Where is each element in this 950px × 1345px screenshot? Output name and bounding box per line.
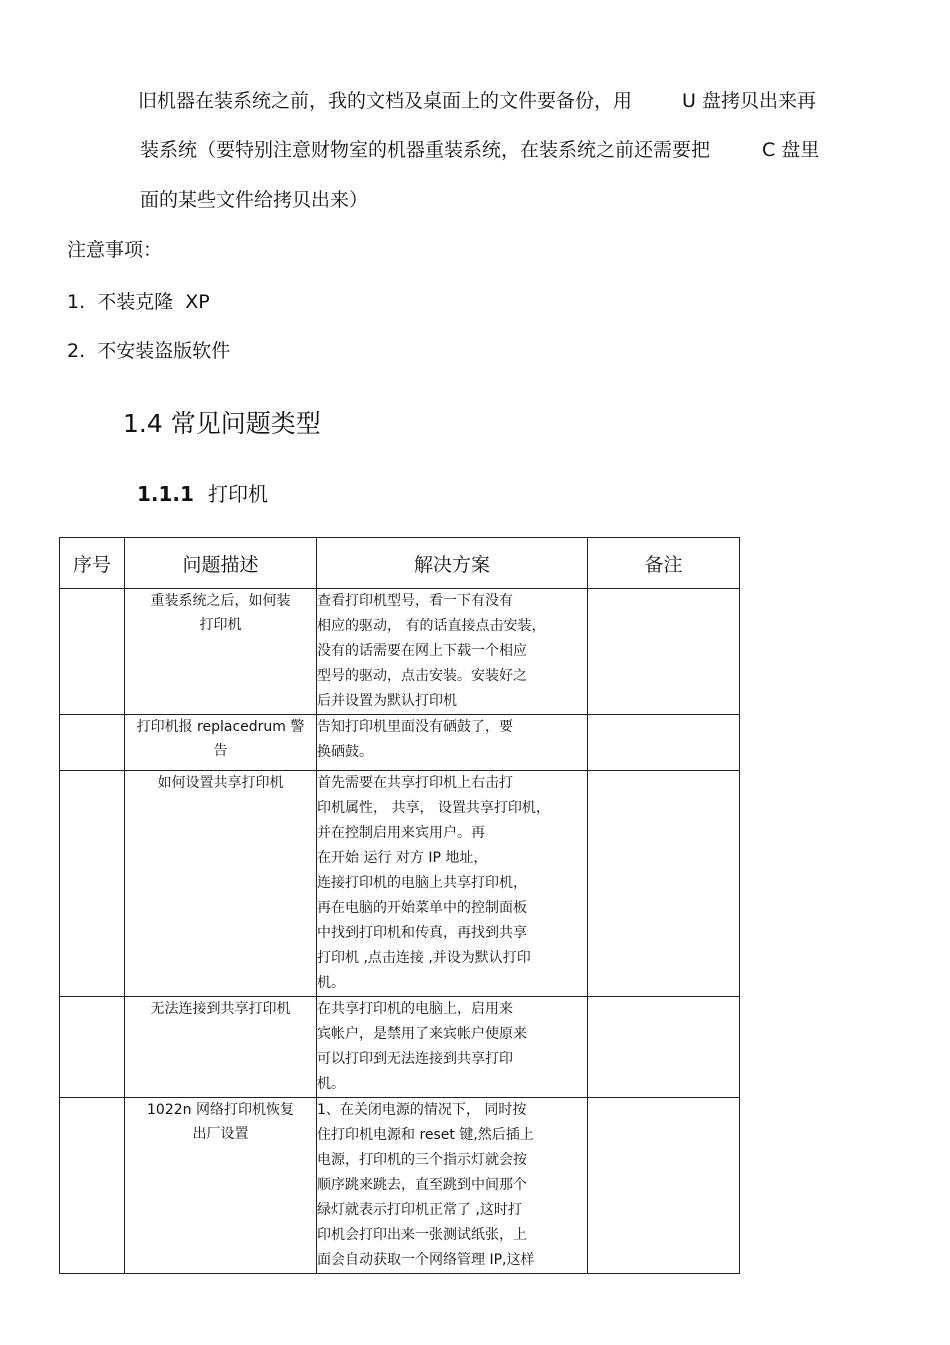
subsection-number: 1.1.1: [137, 482, 194, 506]
cell-description: 如何设置共享打印机: [125, 771, 317, 997]
intro-text: 装系统（要特别注意财物室的机器重装系统，在装系统之前还需要把: [140, 139, 711, 161]
cell-solution: 查看打印机型号，看一下有没有 相应的驱动， 有的话直接点击安装， 没有的话需要在网上下载一个相应 型号的驱动，点击安装。安装好之 后并设置为默认打印机: [317, 589, 588, 715]
table-row: [60, 1098, 740, 1274]
subsection-heading: [137, 481, 268, 507]
cell-no: [60, 715, 125, 771]
table-row: [60, 771, 740, 997]
note-item: 2. 不安装盗版软件: [67, 340, 231, 362]
note-item: 1. 不装克隆 XP: [67, 291, 210, 313]
cell-no: [60, 771, 125, 997]
table-header-row: [60, 538, 740, 589]
intro-line-3: 面的某些文件给拷贝出来）: [140, 189, 369, 211]
cell-description: 打印机报 replacedrum 警 告: [125, 715, 317, 771]
cell-description: 无法连接到共享打印机: [125, 997, 317, 1098]
cell-solution: 首先需要在共享打印机上右击打 印机属性， 共享， 设置共享打印机， 并在控制启用来宾用户。再 在开始 运行 对方 IP 地址， 连接打印机的电脑上共享打印机， 再在电脑的开始菜单中的控制面板 中找到打印机和传真，再找到共享 打印机 ,点击连接 ,并设为默认打印 机。: [317, 771, 588, 997]
cell-no: [60, 1098, 125, 1274]
cell-note: [588, 997, 740, 1098]
header-solution: 解决方案: [317, 538, 588, 589]
table-row: [60, 715, 740, 771]
table-row: [60, 997, 740, 1098]
cell-description: 重装系统之后，如何装 打印机: [125, 589, 317, 715]
cell-note: [588, 715, 740, 771]
cell-note: [588, 589, 740, 715]
intro-text: U 盘拷贝出来再: [682, 90, 816, 112]
cell-note: [588, 771, 740, 997]
cell-solution: 1、在关闭电源的情况下， 同时按 住打印机电源和 reset 键,然后插上 电源，打印机的三个指示灯就会按 顺序跳来跳去，直至跳到中间那个 绿灯就表示打印机正常了 ,这时打 印机会打印出来一张测试纸张，上 面会自动获取一个网络管理 IP,这样: [317, 1098, 588, 1274]
cell-no: [60, 997, 125, 1098]
header-no: 序号: [60, 538, 125, 589]
intro-line-1: [138, 89, 816, 113]
section-heading: 1.4 常见问题类型: [123, 409, 321, 438]
header-description: 问题描述: [125, 538, 317, 589]
cell-no: [60, 589, 125, 715]
cell-note: [588, 1098, 740, 1274]
problem-table: [59, 537, 740, 1274]
table-row: [60, 589, 740, 715]
intro-text: C 盘里: [762, 139, 820, 161]
notes-title: 注意事项：: [67, 239, 163, 261]
intro-text: 旧机器在装系统之前，我的文档及桌面上的文件要备份，用: [138, 90, 633, 112]
intro-line-2: [140, 138, 819, 162]
subsection-title: 打印机: [207, 482, 268, 506]
cell-description: 1022n 网络打印机恢复 出厂设置: [125, 1098, 317, 1274]
header-note: 备注: [588, 538, 740, 589]
cell-solution: 在共享打印机的电脑上，启用来 宾帐户，是禁用了来宾帐户使原来 可以打印到无法连接到共享打印 机。: [317, 997, 588, 1098]
cell-solution: 告知打印机里面没有硒鼓了，要 换硒鼓。: [317, 715, 588, 771]
